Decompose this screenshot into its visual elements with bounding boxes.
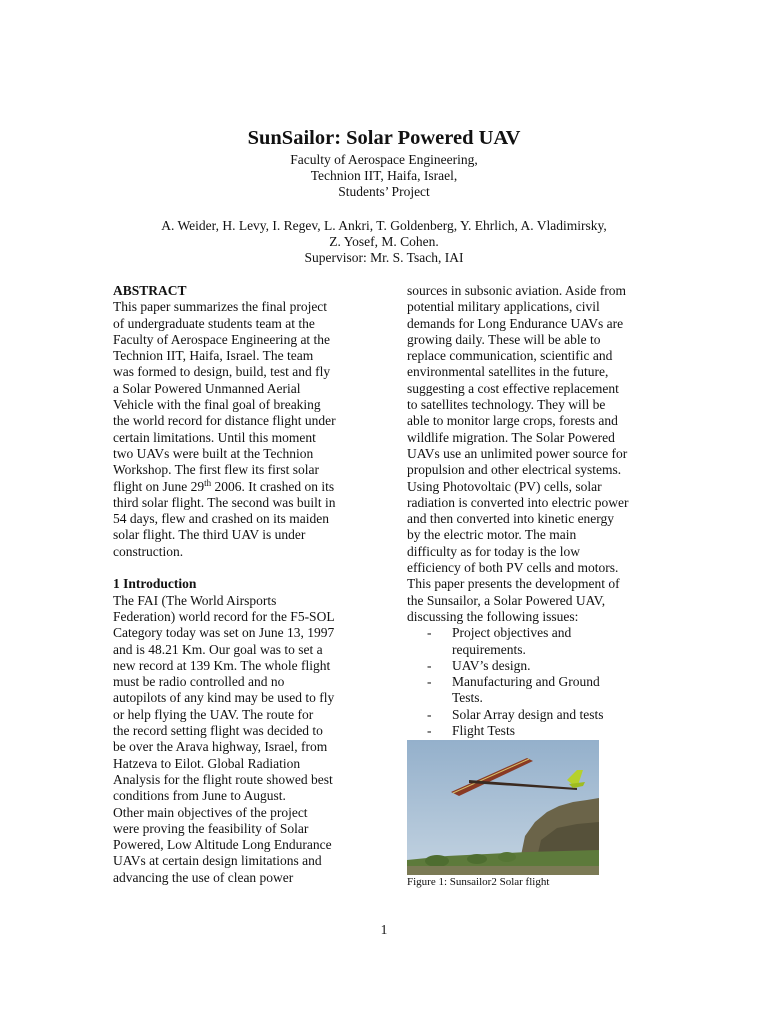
page-number: 1: [380, 922, 388, 937]
right-column: [407, 283, 659, 739]
supervisor-line: Supervisor: Mr. S. Tsach, IAI: [304, 250, 464, 265]
body-line: UAVs use an unlimited power source for: [407, 445, 628, 461]
list-item: [407, 674, 659, 707]
intro-line: were proving the feasibility of Solar: [113, 820, 309, 836]
abstract-line: 54 days, flew and crashed on its maiden: [113, 511, 329, 527]
introduction-heading: 1 Introduction: [113, 576, 197, 592]
body-line: This paper presents the development of: [407, 576, 620, 592]
body-line: and then converted into kinetic energy: [407, 511, 615, 527]
list-item-text: requirements.: [452, 641, 526, 657]
list-dash: -: [427, 625, 432, 641]
date-ordinal-superscript: th: [204, 477, 212, 488]
intro-line: advancing the use of clean power: [113, 869, 294, 885]
intro-line: UAVs at certain design limitations and: [113, 853, 322, 869]
body-line: the Sunsailor, a Solar Powered UAV,: [407, 592, 606, 608]
body-line: radiation is converted into electric power: [407, 494, 629, 510]
intro-line: new record at 139 Km. The whole flight: [113, 657, 331, 673]
list-item-text: UAV’s design.: [452, 657, 531, 673]
body-line: replace communication, scientific and: [407, 348, 613, 364]
left-column: [113, 283, 373, 886]
intro-line: the record setting flight was decided to: [113, 723, 323, 739]
abstract-line: third solar flight. The second was built in: [113, 494, 336, 510]
intro-line: and is 48.21 Km. Our goal was to set a: [113, 641, 323, 657]
abstract-line: of undergraduate students team at the: [113, 315, 315, 331]
abstract-line: the world record for distance flight under: [113, 413, 336, 429]
abstract-line: solar flight. The third UAV is under: [113, 527, 306, 543]
list-item: [407, 625, 659, 658]
list-item-text: Tests.: [452, 690, 483, 706]
body-line: Using Photovoltaic (PV) cells, solar: [407, 478, 602, 494]
issues-list: [407, 625, 659, 739]
list-item-text: Project objectives and: [452, 625, 572, 641]
affiliation-line-1: Faculty of Aerospace Engineering,: [290, 152, 478, 167]
authors-line-1: A. Weider, H. Levy, I. Regev, L. Ankri, T. Goldenberg, Y. Ehrlich, A. Vladimirsky,: [161, 218, 607, 233]
body-line: discussing the following issues:: [407, 608, 579, 624]
intro-line: The FAI (The World Airsports: [113, 592, 277, 608]
body-line: environmental satellites in the future,: [407, 364, 609, 380]
authors-line-2: Z. Yosef, M. Cohen.: [329, 234, 439, 249]
list-item-text: Manufacturing and Ground: [452, 674, 600, 690]
ground: [407, 866, 599, 875]
body-line: by the electric motor. The main: [407, 527, 577, 543]
abstract-line: was formed to design, build, test and fly: [113, 364, 331, 380]
intro-line: Powered, Low Altitude Long Endurance: [113, 837, 332, 853]
list-item-text: Flight Tests: [452, 723, 515, 739]
list-dash: -: [427, 706, 432, 722]
paper-title: SunSailor: Solar Powered UAV: [247, 127, 521, 149]
tree: [425, 855, 449, 867]
abstract-line: Technion IIT, Haifa, Israel. The team: [113, 348, 314, 364]
date-line-end: 2006. It crashed on its: [211, 478, 335, 494]
abstract-line: Vehicle with the final goal of breaking: [113, 397, 321, 413]
date-line-start: flight on June 29: [113, 478, 205, 494]
body-line: efficiency of both PV cells and motors.: [407, 560, 619, 576]
intro-line: or help flying the UAV. The route for: [113, 706, 314, 722]
body-line: suggesting a cost effective replacement: [407, 380, 619, 396]
body-line: sources in subsonic aviation. Aside from: [407, 283, 626, 298]
solar-plane-photo: [407, 740, 599, 875]
abstract-line: This paper summarizes the final project: [113, 299, 328, 315]
abstract-line: Workshop. The first flew its first solar: [113, 462, 320, 478]
list-dash: -: [427, 723, 432, 739]
figure-photo: [407, 740, 599, 875]
body-line: able to monitor large crops, forests and: [407, 413, 618, 429]
intro-line: Hatzeva to Eilot. Global Radiation: [113, 755, 301, 771]
abstract-line: Faculty of Aerospace Engineering at the: [113, 331, 331, 347]
intro-line: be over the Arava highway, Israel, from: [113, 739, 328, 755]
abstract-line: certain limitations. Until this moment: [113, 429, 316, 445]
tree: [467, 854, 487, 864]
list-item: [407, 707, 659, 723]
tree: [498, 852, 516, 862]
affiliation-line-2: Technion IIT, Haifa, Israel,: [310, 168, 458, 183]
abstract-line: a Solar Powered Unmanned Aerial: [113, 380, 301, 396]
list-item: [407, 658, 659, 674]
body-line: demands for Long Endurance UAVs are: [407, 315, 624, 331]
abstract-date-line: [113, 479, 373, 495]
intro-line: autopilots of any kind may be used to fly: [113, 690, 335, 706]
intro-line: Other main objectives of the project: [113, 804, 308, 820]
body-line: growing daily. These will be able to: [407, 331, 601, 347]
intro-line: conditions from June to August.: [113, 788, 286, 804]
body-line: difficulty as for today is the low: [407, 543, 580, 559]
list-dash: -: [427, 674, 432, 690]
abstract-line: two UAVs were built at the Technion: [113, 445, 314, 461]
intro-line: Federation) world record for the F5-SOL: [113, 608, 335, 624]
list-item-text: Solar Array design and tests: [452, 706, 604, 722]
abstract-line: construction.: [113, 543, 184, 559]
list-dash: -: [427, 657, 432, 673]
intro-line: Category today was set on June 13, 1997: [113, 625, 335, 641]
body-line: propulsion and other electrical systems.: [407, 462, 622, 478]
affiliation-line-3: Students’ Project: [338, 184, 430, 199]
intro-line: Analysis for the flight route showed best: [113, 771, 333, 787]
abstract-heading: ABSTRACT: [113, 283, 187, 298]
body-line: wildlife migration. The Solar Powered: [407, 429, 615, 445]
body-line: to satellites technology. They will be: [407, 397, 606, 413]
list-item: [407, 723, 659, 739]
intro-line: must be radio controlled and no: [113, 674, 285, 690]
body-line: potential military applications, civil: [407, 299, 600, 315]
figure-caption: Figure 1: Sunsailor2 Solar flight: [407, 876, 550, 888]
